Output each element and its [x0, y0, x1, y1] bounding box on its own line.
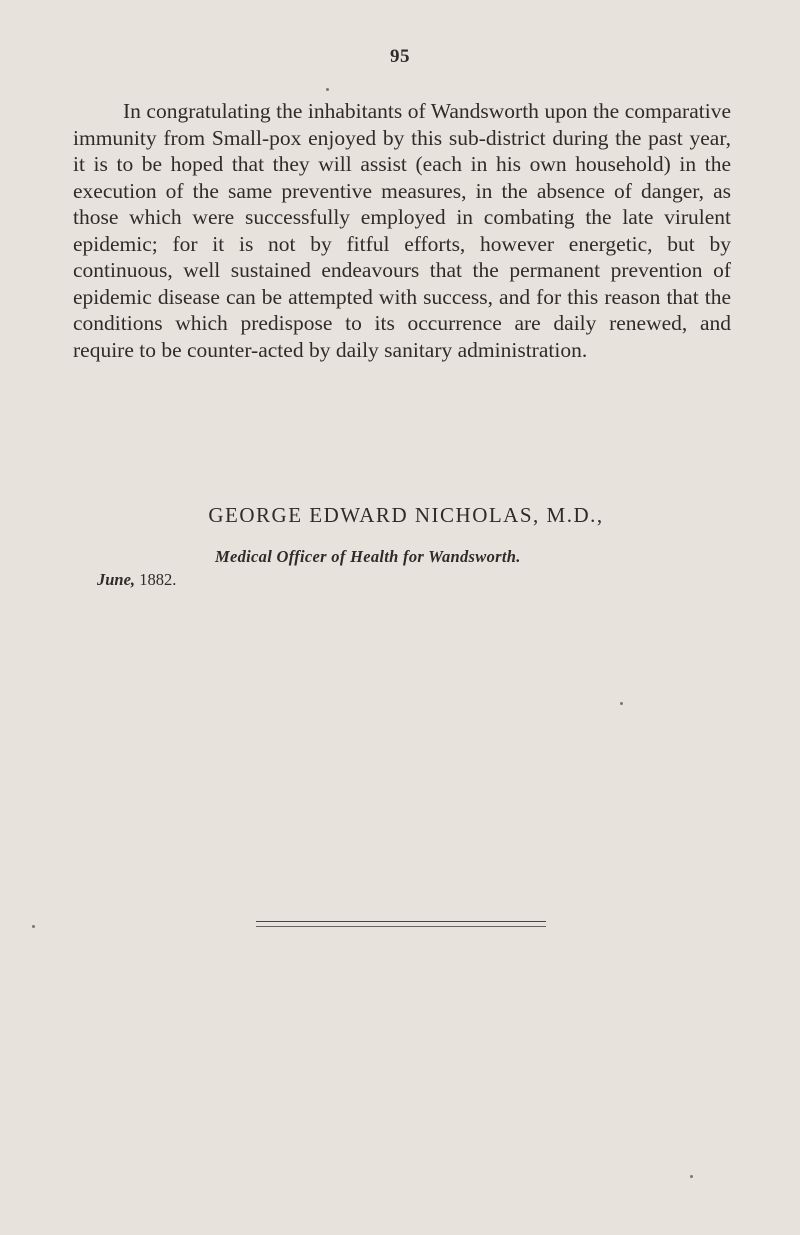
paper-speck [32, 925, 35, 928]
date-year: 1882. [139, 570, 177, 589]
body-paragraph: In congratulating the inhabitants of Wandsworth upon the comparative immunity from Small-pox enjoyed by this sub-district during the past year, it is to be hoped that they will assist (each in his own household) in the execution of the same preventive measures, in the absence of danger, as those which were successfully employed in combating the late virulent epidemic; for it is not by fitful efforts, however energetic, but by continuous, well sustained endeavours that the permanent prevention of epidemic disease can be attempted with success, and for this reason that the conditions which predispose to its occurrence are daily renewed, and require to be counter-acted by daily sanitary administration. [73, 99, 731, 362]
signature-name: GEORGE EDWARD NICHOLAS, M.D., [208, 503, 604, 527]
closing-rule-lower [256, 926, 546, 927]
page-number: 95 [390, 46, 410, 67]
paper-speck [620, 702, 623, 705]
signature-date [97, 570, 176, 590]
date-month: June, [97, 570, 136, 589]
paper-speck [326, 88, 329, 91]
closing-rule-upper [256, 921, 546, 922]
signature-title: Medical Officer of Health for Wandsworth. [215, 547, 521, 566]
paper-speck [690, 1175, 693, 1178]
